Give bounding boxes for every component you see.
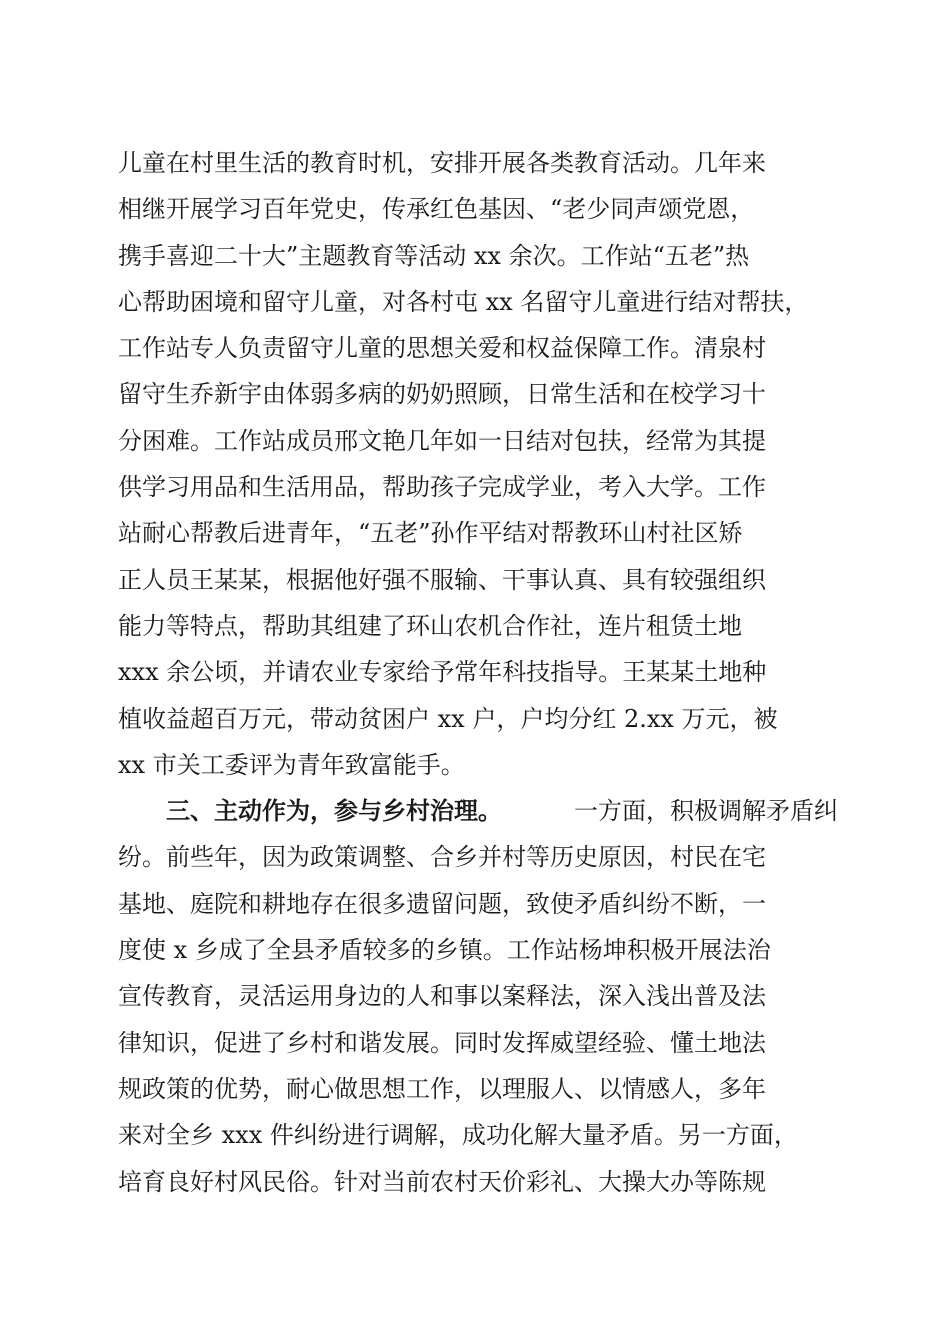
document-body [118,140,838,1205]
text-line: 植收益超百万元，带动贫困户 xx 户，户均分红 2.xx 万元，被 [118,704,778,733]
text-line: 培育良好村风民俗。针对当前农村天价彩礼、大操大办等陈规 [118,1167,766,1196]
text-line: 携手喜迎二十大”主题教育等活动 xx 余次。工作站“五老”热 [118,241,750,270]
text-line: 心帮助困境和留守儿童，对各村屯 xx 名留守儿童进行结对帮扶， [118,287,809,316]
text-line: 正人员王某某，根据他好强不服输、干事认真、具有较强组织 [118,565,766,594]
text-line: 相继开展学习百年党史，传承红色基因、“老少同声颂党恩， [118,195,755,224]
text-line: 儿童在村里生活的教育时机，安排开展各类教育活动。几年来 [118,149,766,177]
text-line: 能力等特点，帮助其组建了环山农机合作社，连片租赁土地 [118,611,742,640]
text-line: xxx 余公顷，并请农业专家给予常年科技指导。王某某土地种 [118,658,767,687]
text-line: 来对全乡 xxx 件纠纷进行调解，成功化解大量矛盾。另一方面， [118,1121,798,1150]
text-line: 工作站专人负责留守儿童的思想关爱和权益保障工作。清泉村 [118,334,766,363]
text-line: 分困难。工作站成员邢文艳几年如一日结对包扶，经常为其提 [118,426,766,455]
text-line: 宣传教育，灵活运用身边的人和事以案释法，深入浅出普及法 [118,982,766,1011]
text-line: 基地、庭院和耕地存在很多遗留问题，致使矛盾纠纷不断，一 [118,889,766,918]
text-line: xx 市关工委评为青年致富能手。 [118,750,465,779]
section-heading-line [118,788,838,834]
text-line: 留守生乔新宇由体弱多病的奶奶照顾，日常生活和在校学习十 [118,380,766,409]
text-line: 站耐心帮教后进青年，“五老”孙作平结对帮教环山村社区矫 [118,519,743,548]
text-line: 规政策的优势，耐心做思想工作，以理服人、以情感人，多年 [118,1074,766,1103]
section-heading-continuation: 一方面，积极调解矛盾纠 [574,797,838,826]
section-heading: 三、主动作为，参与乡村治理。 [166,796,502,826]
text-line: 供学习用品和生活用品，帮助孩子完成学业，考入大学。工作 [118,473,766,502]
text-line: 纷。前些年，因为政策调整、合乡并村等历史原因，村民在宅 [118,843,766,872]
text-line: 律知识，促进了乡村和谐发展。同时发挥威望经验、懂土地法 [118,1028,766,1057]
text-line: 度使 x 乡成了全县矛盾较多的乡镇。工作站杨坤积极开展法治 [118,936,771,965]
